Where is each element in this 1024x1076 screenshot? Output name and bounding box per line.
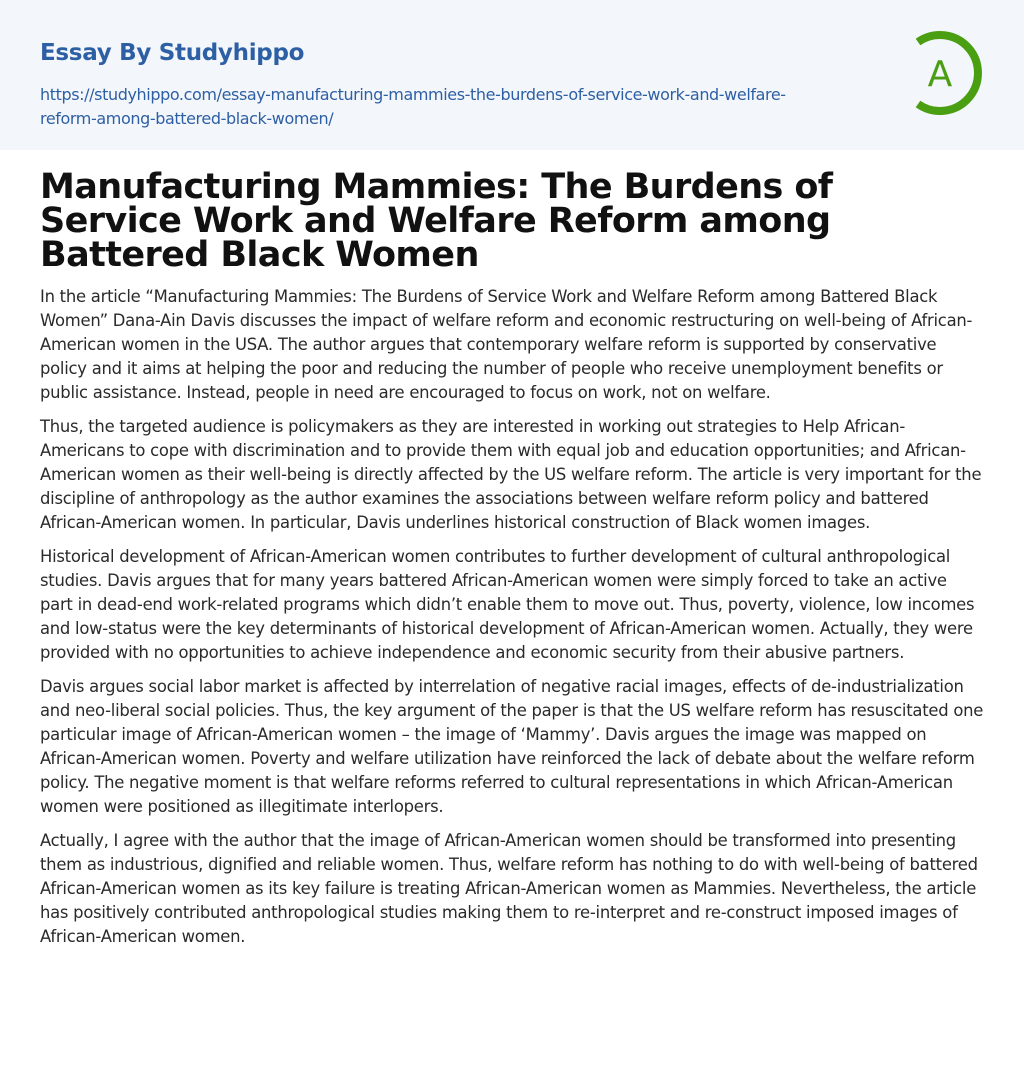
brand-title: Essay By Studyhippo	[40, 40, 305, 66]
essay-content	[0, 167, 1024, 949]
essay-paragraph: Davis argues social labor market is affected by interrelation of negative racial images, effects of de-industrialization and neo-liberal social policies. Thus, the key argument of the paper is that the US welfare reform has resuscitated one particular image of African-American women – the image of ‘Mammy’. Davis argues the image was mapped on African-American women. Poverty and welfare utilization have reinforced the lack of debate about the welfare reform policy. The negative moment is that welfare reforms referred to cultural representations in which African-American women were positioned as illegitimate interlopers.	[40, 677, 984, 816]
essay-url-link[interactable]: https://studyhippo.com/essay-manufacturing-mammies-the-burdens-of-service-work-and-welfare-reform-among-battered-black-women/	[40, 85, 786, 128]
essay-paragraph: Historical development of African-American women contributes to further development of cultural anthropological studies. Davis argues that for many years battered African-American women were simply forced to take an active part in dead-end work-related programs which didn’t enable them to move out. Thus, poverty, violence, low incomes and low-status were the key determinants of historical development of African-American women. Actually, they were provided with no opportunities to achieve independence and economic security from their abusive partners.	[40, 547, 975, 662]
site-header	[0, 0, 1024, 150]
essay-paragraph: In the article “Manufacturing Mammies: The Burdens of Service Work and Welfare Reform among Battered Black Women” Dana-Ain Davis discusses the impact of welfare reform and economic restructuring on well-being of African-American women in the USA. The author argues that contemporary welfare reform is supported by conservative policy and it aims at helping the poor and reducing the number of people who receive unemployment benefits or public assistance. Instead, people in need are encouraged to focus on work, not on welfare.	[40, 287, 973, 402]
svg-text:A: A	[927, 54, 953, 95]
essay-paragraph: Thus, the targeted audience is policymakers as they are interested in working out strategies to Help African-Americans to cope with discrimination and to provide them with equal job and education opportunities; and African-American women as their well-being is directly affected by the US welfare reform. The article is very important for the discipline of anthropology as the author examines the associations between welfare reform policy and battered African-American women. In particular, Davis underlines historical construction of Black women images.	[40, 417, 982, 532]
essay-paragraph: Actually, I agree with the author that the image of African-American women should be transformed into presenting them as industrious, dignified and reliable women. Thus, welfare reform has nothing to do with well-being of battered African-American women as its key failure is treating African-American women as Mammies. Nevertheless, the article has positively contributed anthropological studies making them to re-interpret and re-construct imposed images of African-American women.	[40, 831, 978, 946]
essay-title: Manufacturing Mammies: The Burdens of Service Work and Welfare Reform among Battered Black Women	[40, 167, 833, 275]
studyhippo-logo-icon[interactable]	[898, 30, 986, 116]
